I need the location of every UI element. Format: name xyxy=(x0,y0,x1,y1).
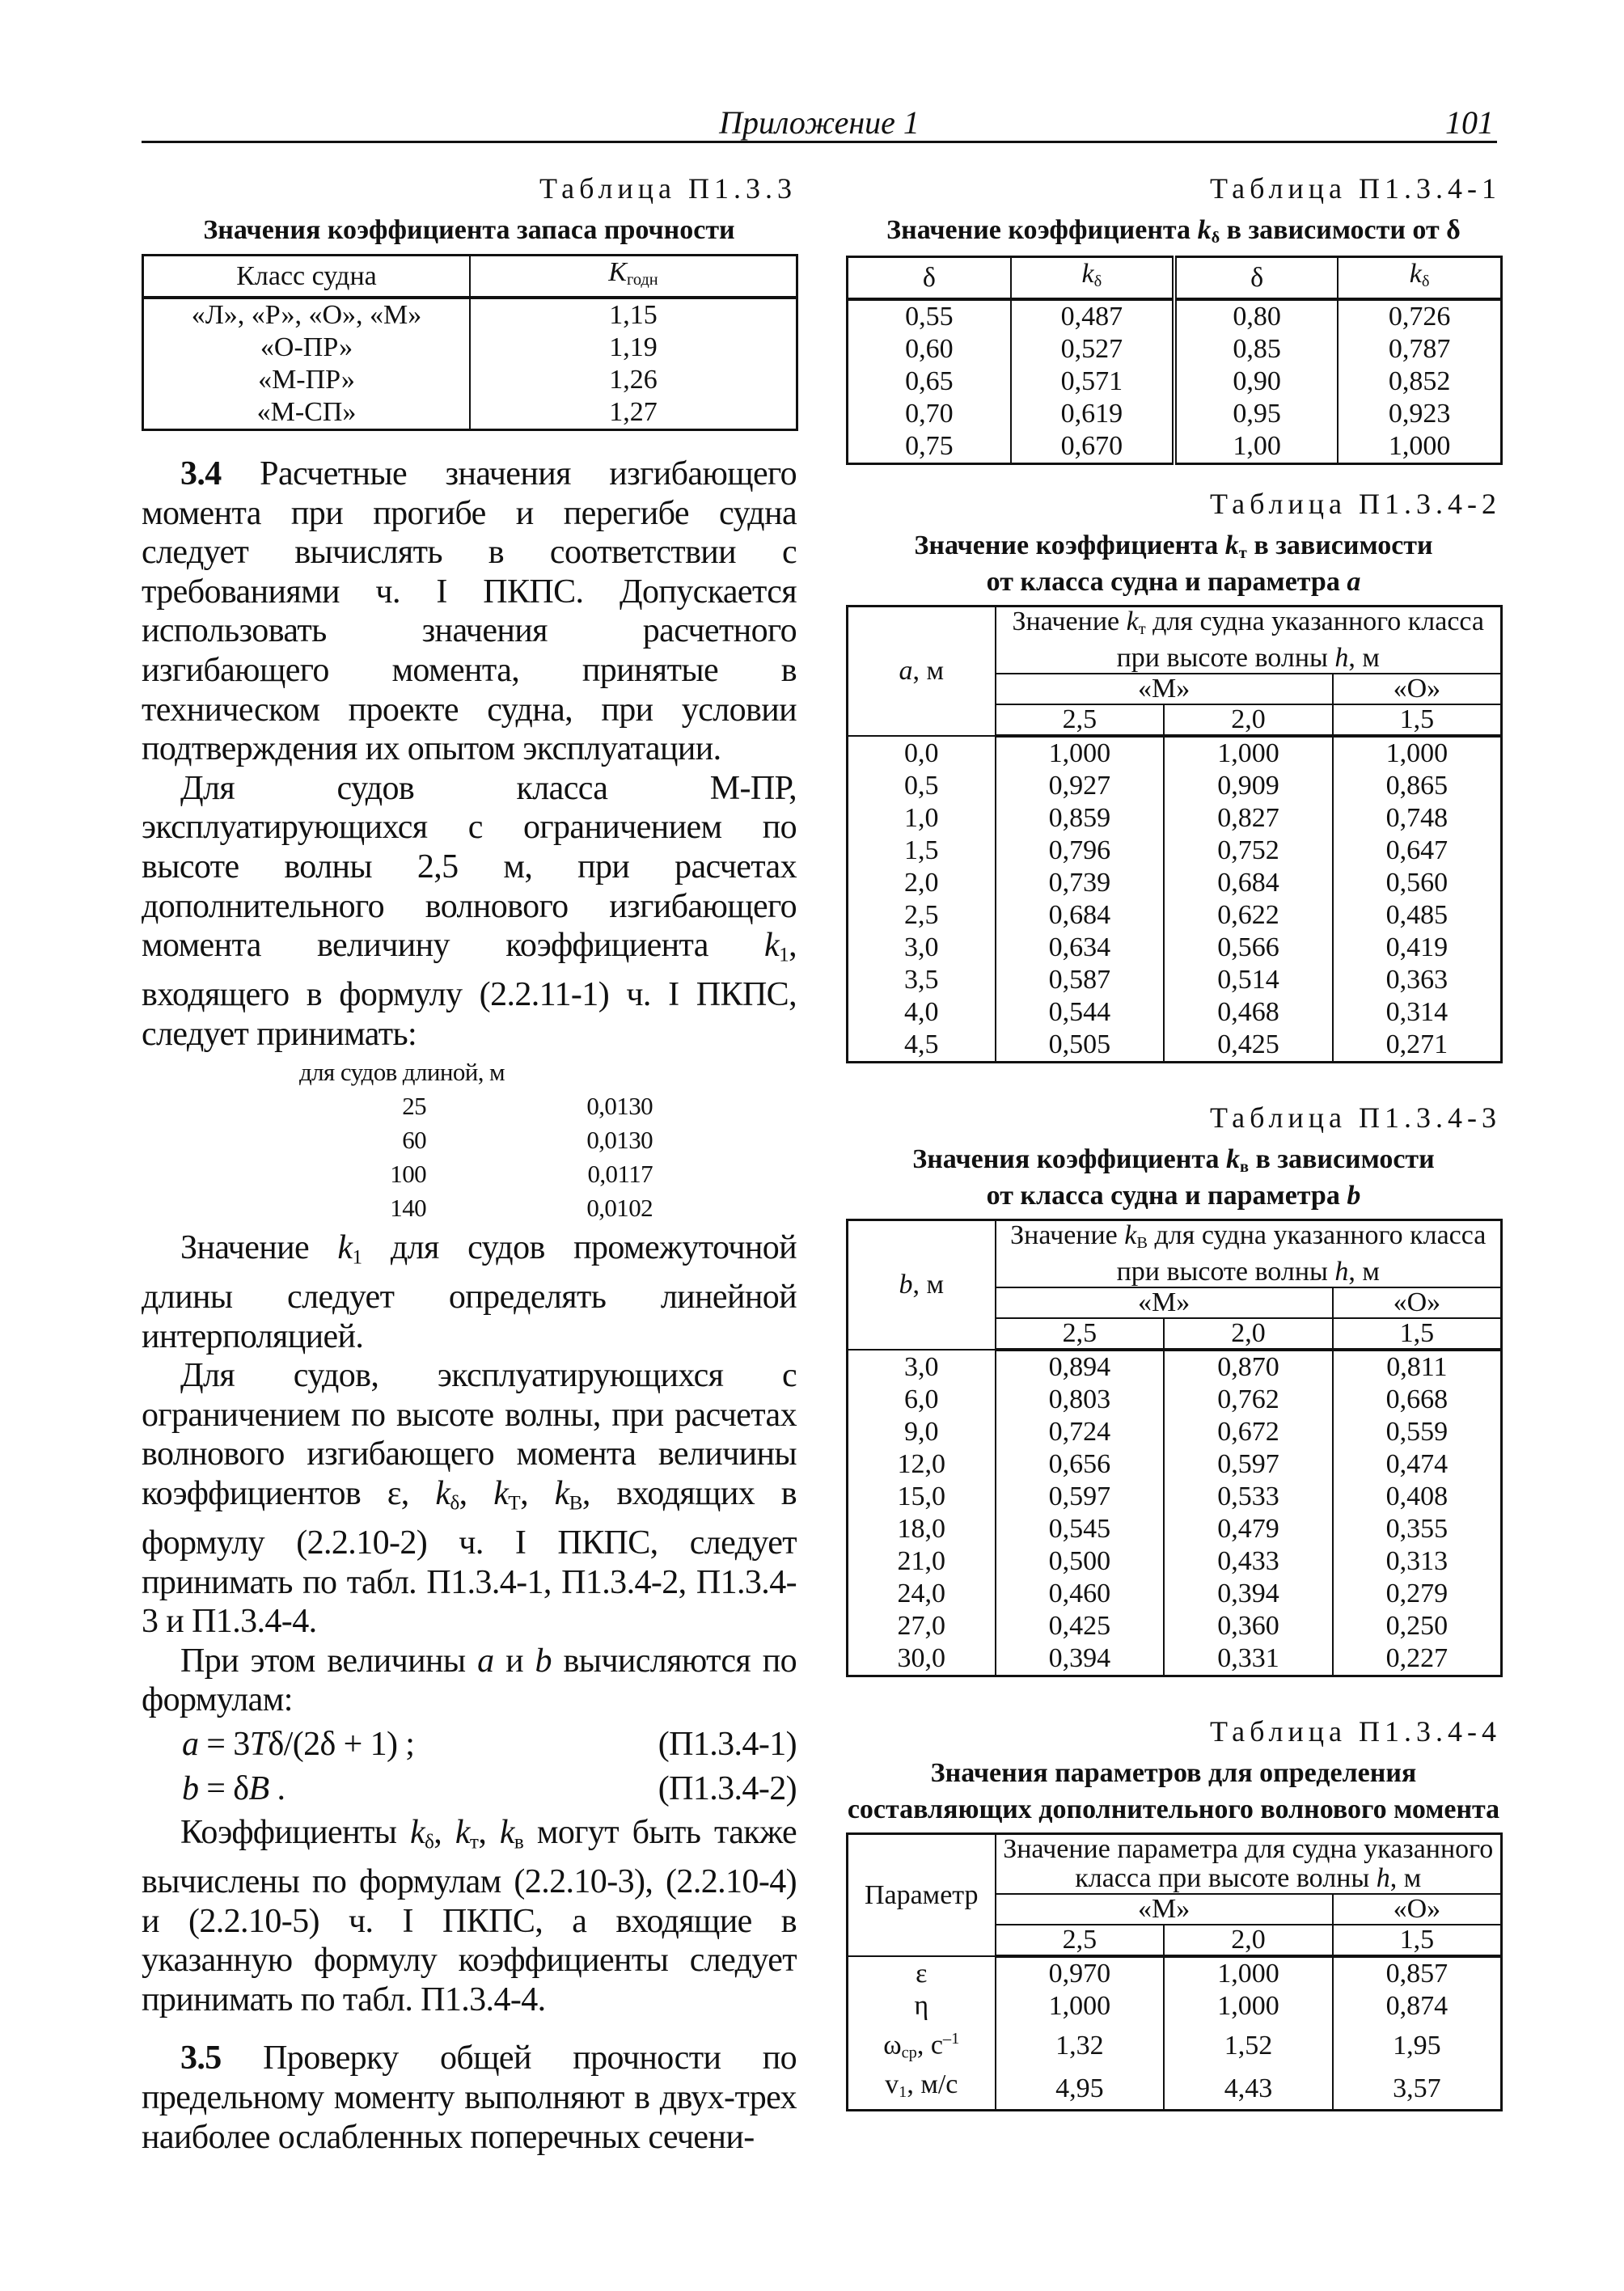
table-cell: «Л», «Р», «О», «М» xyxy=(143,298,471,332)
table-cell: 0,560 xyxy=(1333,867,1502,899)
table-row xyxy=(848,1578,1502,1610)
table-cell: 1,00 xyxy=(1174,430,1338,464)
k1-value: 0,0102 xyxy=(586,1194,653,1223)
paragraph-k1-intro: Для судов класса М-ПР, эксплуатирующихся с ограничением по высоте волны 2,5 м, при расчетах дополнительного волнового изгибающего момента величину коэффициента $k_1$, входящего в формулу (2.2.11-1) ч. I ПКПС, следует принимать: xyxy=(142,769,797,1053)
table-cell: 0,927 xyxy=(996,770,1165,802)
table-cell: 0,597 xyxy=(1164,1448,1333,1481)
table-body xyxy=(848,736,1502,1063)
table-row xyxy=(848,932,1502,964)
left-column-text xyxy=(142,454,797,2157)
table-cell: 0,857 xyxy=(1333,1956,1502,1990)
math-symbol: b xyxy=(182,1769,199,1807)
running-head-title: Приложение 1 xyxy=(719,104,920,141)
bold-number: 3.4 xyxy=(180,455,222,492)
ship-length: 25 xyxy=(402,1092,426,1121)
table-cell: 0,0 xyxy=(848,736,996,770)
k1-row xyxy=(142,1191,797,1225)
table-cell: 0,684 xyxy=(1164,867,1333,899)
table-cell: $\omega_{ср}$, $с^{-1}$ xyxy=(848,2023,996,2069)
table-4 xyxy=(846,1832,1503,2111)
col-header-k xyxy=(470,256,797,298)
class-header-m: «М» xyxy=(996,1287,1333,1318)
table-k-delta xyxy=(846,256,1503,465)
table-cell: 0,752 xyxy=(1164,835,1333,867)
table-cell: 0,60 xyxy=(848,333,1011,366)
table-cell: 0,527 xyxy=(1011,333,1174,366)
table-cell: 15,0 xyxy=(848,1481,996,1513)
table-row xyxy=(848,964,1502,996)
table-cell: 0,80 xyxy=(1174,299,1338,333)
paragraph-3-5: 3.5 Проверку общей прочности по предельному моменту выполняют в двух-трех наиболее ослабленных поперечных сечени- xyxy=(142,2039,797,2156)
table-cell: 0,672 xyxy=(1164,1416,1333,1448)
table-cell: 0,634 xyxy=(996,932,1165,964)
subscript: годн xyxy=(626,271,658,290)
table-cell: 0,811 xyxy=(1333,1350,1502,1384)
subscript: δ xyxy=(425,1831,434,1854)
k1-row xyxy=(142,1157,797,1191)
table-4-title-line2: составляющих дополнительного волнового момента xyxy=(847,1794,1500,1824)
table-row xyxy=(848,835,1502,867)
paragraph-coefficients: Для судов, эксплуатирующихся с ограничением по высоте волны, при расчетах волнового изгибающего момента величины коэффициентов ε, $k_\delta$, $k_Т$, $k_В$, входящих в формулу (2.2.10-2) ч. I ПКПС, следует принимать по табл. П1.3.4-1, П1.3.4-2, П1.3.4-3 и П1.3.4-4. xyxy=(142,1357,797,1641)
wave-height-header: 2,0 xyxy=(1164,704,1333,736)
k1-values-list xyxy=(142,1055,797,1225)
formula-a-number: (П1.3.4-1) xyxy=(658,1725,797,1763)
table-cell: 2,0 xyxy=(848,867,996,899)
table-cell: 0,566 xyxy=(1164,932,1333,964)
bold-number: 3.5 xyxy=(180,2039,222,2078)
table-cell: 1,52 xyxy=(1164,2023,1333,2069)
paragraph-k1-interpolation: Значение $k_1$ для судов промежуточной длины следует определять линейной интерполяцией. xyxy=(142,1229,797,1355)
table-cell: η xyxy=(848,1990,996,2023)
table-2-title-line2: от класса судна и параметра a xyxy=(986,567,1361,597)
table-cell: 0,533 xyxy=(1164,1481,1333,1513)
table-cell: 0,433 xyxy=(1164,1545,1333,1578)
table-row xyxy=(848,1350,1502,1384)
k1-list-caption: для судов длиной, м xyxy=(299,1058,505,1087)
k1-value: 0,0117 xyxy=(587,1160,653,1189)
formula-a-expression: a = 3Tδ/(2δ + 1) ; xyxy=(182,1725,415,1763)
table-4-title-line1: Значения параметров для определения xyxy=(930,1758,1417,1788)
table-cell: 0,726 xyxy=(1338,299,1501,333)
subscript: δ xyxy=(1421,273,1430,291)
table-cell: 1,27 xyxy=(470,396,797,430)
math-symbol: k xyxy=(409,1814,425,1852)
subscript: В xyxy=(1136,1234,1148,1253)
math-symbol: b xyxy=(535,1642,552,1680)
table-2-label: Таблица П1.3.4-2 xyxy=(1210,488,1501,520)
table-cell: 9,0 xyxy=(848,1416,996,1448)
table-p133 xyxy=(142,254,798,431)
math-symbol: k xyxy=(1225,1144,1240,1174)
table-cell: 0,95 xyxy=(1174,398,1338,430)
class-header-o: «О» xyxy=(1333,1894,1502,1925)
table-cell: $v_1$, м/с xyxy=(848,2069,996,2110)
table-row xyxy=(848,366,1502,398)
math-symbol: k xyxy=(1081,259,1094,289)
table-cell: 1,26 xyxy=(470,364,797,396)
col-header-k-delta xyxy=(1011,257,1174,300)
table-cell: 4,5 xyxy=(848,1029,996,1063)
math-symbol: b xyxy=(1347,1181,1361,1211)
table-cell: 0,909 xyxy=(1164,770,1333,802)
class-header-o: «О» xyxy=(1333,674,1502,704)
math-symbol: k xyxy=(1224,530,1239,560)
table-row xyxy=(848,899,1502,932)
ship-length: 100 xyxy=(390,1160,426,1189)
table-cell: 1,000 xyxy=(1338,430,1501,464)
table-cell: 0,724 xyxy=(996,1416,1165,1448)
table-row xyxy=(848,770,1502,802)
math-symbol: v xyxy=(885,2069,899,2100)
subscript: δ xyxy=(450,1492,459,1515)
subscript: δ xyxy=(1211,229,1220,247)
k1-row xyxy=(142,1089,797,1123)
wave-height-header: 2,5 xyxy=(996,1318,1165,1350)
row-header: b, м xyxy=(848,1220,996,1351)
superscript: –1 xyxy=(942,2030,960,2048)
table-cell: 0,75 xyxy=(848,430,1011,464)
table-cell: 0,894 xyxy=(996,1350,1165,1384)
table-3-title-line2: от класса судна и параметра b xyxy=(986,1181,1361,1211)
table-cell: 0,419 xyxy=(1333,932,1502,964)
col-header-delta-2: δ xyxy=(1174,257,1338,300)
table-cell: 0,796 xyxy=(996,835,1165,867)
subscript: В xyxy=(569,1492,582,1515)
k1-value: 0,0130 xyxy=(586,1092,653,1121)
subscript: в xyxy=(1239,1158,1249,1177)
math-symbol: k xyxy=(764,927,780,965)
subscript: Т xyxy=(508,1492,521,1515)
table-header xyxy=(848,1834,1502,1957)
table-cell: 0,425 xyxy=(996,1610,1165,1642)
table-row xyxy=(848,1448,1502,1481)
table-cell: 30,0 xyxy=(848,1642,996,1676)
table-cell: 1,000 xyxy=(1333,736,1502,770)
subscript: 1 xyxy=(779,944,789,966)
header-row xyxy=(848,1220,1502,1288)
table-header xyxy=(848,607,1502,737)
table-k-delta-body xyxy=(848,299,1502,464)
subscript: т xyxy=(1138,620,1146,639)
table-cell: 4,43 xyxy=(1164,2069,1333,2110)
table-cell: 1,32 xyxy=(996,2023,1165,2069)
subscript: в xyxy=(514,1831,524,1854)
table-row xyxy=(848,1481,1502,1513)
k1-row xyxy=(142,1123,797,1157)
table-row xyxy=(848,1545,1502,1578)
table-cell: 1,0 xyxy=(848,802,996,835)
table-cell: 0,544 xyxy=(996,996,1165,1029)
table-cell: 21,0 xyxy=(848,1545,996,1578)
table-row xyxy=(848,1029,1502,1063)
class-header-o: «О» xyxy=(1333,1287,1502,1318)
table-cell: 0,279 xyxy=(1333,1578,1502,1610)
math-symbol: a xyxy=(899,656,913,687)
subscript: ср xyxy=(901,2044,917,2062)
table-cell: 0,762 xyxy=(1164,1384,1333,1416)
col-header-delta: δ xyxy=(848,257,1011,300)
math-symbol: k xyxy=(1126,607,1139,636)
table-cell: 0,5 xyxy=(848,770,996,802)
table-cell: 0,355 xyxy=(1333,1513,1502,1545)
formula-b xyxy=(142,1769,797,1809)
table-cell: 0,485 xyxy=(1333,899,1502,932)
table-cell: 4,0 xyxy=(848,996,996,1029)
table-cell: 1,000 xyxy=(996,1990,1165,2023)
table-row xyxy=(848,299,1502,333)
ship-length: 140 xyxy=(390,1194,426,1223)
table-cell: 0,314 xyxy=(1333,996,1502,1029)
table-cell: 0,313 xyxy=(1333,1545,1502,1578)
math-symbol: T xyxy=(249,1725,269,1763)
table-cell: 0,514 xyxy=(1164,964,1333,996)
wave-height-header: 2,0 xyxy=(1164,1925,1333,1956)
math-symbol: a xyxy=(477,1642,494,1680)
wave-height-header: 2,5 xyxy=(996,1925,1165,1956)
wave-height-header: 1,5 xyxy=(1333,1925,1502,1956)
table-cell: 0,865 xyxy=(1333,770,1502,802)
table-cell: 0,587 xyxy=(996,964,1165,996)
table-cell: 1,000 xyxy=(996,736,1165,770)
table-cell: 0,787 xyxy=(1338,333,1501,366)
subscript: δ xyxy=(1093,273,1102,291)
class-header-m: «М» xyxy=(996,674,1333,704)
table-row xyxy=(848,1610,1502,1642)
math-symbol: k xyxy=(435,1475,450,1513)
paragraph-coefficients-formulas: Коэффициенты $k_\delta$, $k_т$, $k_в$ могут быть также вычислены по формулам (2.2.10-3), (2.2.10-4) и (2.2.10-5) ч. I ПКПС, а входящие в указанную формулу коэффициенты следует принимать по табл. П1.3.4-4. xyxy=(142,1814,797,2018)
math-symbol: h xyxy=(1334,1257,1349,1287)
table-cell: 0,505 xyxy=(996,1029,1165,1063)
table-row xyxy=(848,996,1502,1029)
table-row xyxy=(848,1990,1502,2023)
table-cell: 1,000 xyxy=(1164,736,1333,770)
table-cell: 0,874 xyxy=(1333,1990,1502,2023)
group-header: Значение $k_В$ для судна указанного класса при высоте волны h, м xyxy=(996,1220,1502,1288)
k1-value: 0,0130 xyxy=(586,1126,653,1155)
col-header-class: Класс судна xyxy=(143,256,471,298)
table-cell: 0,90 xyxy=(1174,366,1338,398)
group-header: Значение $k_т$ для судна указанного класса при высоте волны h, м xyxy=(996,607,1502,674)
table-cell: 0,408 xyxy=(1333,1481,1502,1513)
table-row xyxy=(848,802,1502,835)
table-cell: 0,559 xyxy=(1333,1416,1502,1448)
running-head xyxy=(142,104,1497,143)
table-row xyxy=(848,1416,1502,1448)
table-cell: 1,000 xyxy=(1164,1956,1333,1990)
table-1-title: Значение коэффициента $k_\delta$ в зависимости от δ xyxy=(886,215,1461,247)
table-cell: 0,684 xyxy=(996,899,1165,932)
wave-height-header: 2,5 xyxy=(996,704,1165,736)
subscript: 1 xyxy=(899,2083,907,2102)
table-cell: 3,57 xyxy=(1333,2069,1502,2110)
table-cell: 0,619 xyxy=(1011,398,1174,430)
table-2-title-line1: Значение коэффициента $k_т$ в зависимости xyxy=(914,530,1433,563)
table-cell: 0,803 xyxy=(996,1384,1165,1416)
table-cell: 0,70 xyxy=(848,398,1011,430)
table-row xyxy=(143,396,797,430)
table-cell: 0,597 xyxy=(996,1481,1165,1513)
math-symbol: k xyxy=(554,1475,569,1513)
table-cell: 1,5 xyxy=(848,835,996,867)
table-cell: 24,0 xyxy=(848,1578,996,1610)
table-cell: 2,5 xyxy=(848,899,996,932)
table-cell: «М-СП» xyxy=(143,396,471,430)
table-row xyxy=(848,2023,1502,2069)
table-cell: 0,739 xyxy=(996,867,1165,899)
table-row xyxy=(848,1384,1502,1416)
table-cell: 1,19 xyxy=(470,332,797,364)
table-row xyxy=(143,364,797,396)
math-symbol: b xyxy=(899,1270,913,1300)
table-3-label: Таблица П1.3.4-3 xyxy=(1210,1101,1501,1134)
table-header xyxy=(848,1220,1502,1351)
table-3-title-line1: Значения коэффициента $k_в$ в зависимости xyxy=(912,1144,1435,1177)
table-cell: 0,571 xyxy=(1011,366,1174,398)
table-4-label: Таблица П1.3.4-4 xyxy=(1210,1715,1501,1748)
table-row xyxy=(848,1513,1502,1545)
table-cell: 0,545 xyxy=(996,1513,1165,1545)
math-symbol: k xyxy=(499,1814,514,1852)
table-row xyxy=(143,298,797,332)
table-cell: «М-ПР» xyxy=(143,364,471,396)
math-symbol: a xyxy=(1347,567,1361,597)
table-cell: 6,0 xyxy=(848,1384,996,1416)
table-1-label: Таблица П1.3.4-1 xyxy=(1210,172,1501,205)
math-symbol: k xyxy=(1197,215,1212,245)
table-cell: 0,394 xyxy=(996,1642,1165,1676)
table-body xyxy=(848,1956,1502,2110)
subscript: т xyxy=(469,1831,479,1854)
math-symbol: k xyxy=(455,1814,470,1852)
table-cell: 0,360 xyxy=(1164,1610,1333,1642)
math-symbol: ω xyxy=(883,2030,902,2061)
table-row xyxy=(848,430,1502,464)
row-header: Параметр xyxy=(848,1834,996,1957)
table-row xyxy=(848,2069,1502,2110)
wave-height-header: 1,5 xyxy=(1333,1318,1502,1350)
formula-b-number: (П1.3.4-2) xyxy=(658,1769,797,1807)
table-cell: 3,0 xyxy=(848,1350,996,1384)
table-cell: ε xyxy=(848,1956,996,1990)
table-row xyxy=(848,1642,1502,1676)
subscript: 1 xyxy=(352,1246,362,1269)
table-cell: 0,622 xyxy=(1164,899,1333,932)
table-cell: 1,15 xyxy=(470,298,797,332)
math-symbol: B xyxy=(248,1769,269,1807)
table-p133-body xyxy=(143,298,797,430)
page-number: 101 xyxy=(1445,104,1494,141)
formula-b-expression: b = δB . xyxy=(182,1769,285,1807)
table-cell: 0,460 xyxy=(996,1578,1165,1610)
header-row xyxy=(848,1834,1502,1895)
math-symbol: k xyxy=(1124,1220,1137,1250)
row-header: a, м xyxy=(848,607,996,737)
table-cell: 18,0 xyxy=(848,1513,996,1545)
table-cell: 0,55 xyxy=(848,299,1011,333)
table-cell: 0,827 xyxy=(1164,802,1333,835)
table-cell: 0,468 xyxy=(1164,996,1333,1029)
table-cell: 0,394 xyxy=(1164,1578,1333,1610)
table-cell: 0,250 xyxy=(1333,1610,1502,1642)
math-symbol: K xyxy=(608,257,627,287)
table-p133-label: Таблица П1.3.3 xyxy=(539,172,797,205)
table-cell: 0,363 xyxy=(1333,964,1502,996)
table-row xyxy=(143,332,797,364)
table-cell: 1,95 xyxy=(1333,2023,1502,2069)
table-cell: 0,425 xyxy=(1164,1029,1333,1063)
table-cell: 0,65 xyxy=(848,366,1011,398)
table-row xyxy=(848,736,1502,770)
table-cell: 0,852 xyxy=(1338,366,1501,398)
header-row xyxy=(848,607,1502,674)
table-cell: 1,000 xyxy=(1164,1990,1333,2023)
table-cell: «О-ПР» xyxy=(143,332,471,364)
table-cell: 3,0 xyxy=(848,932,996,964)
group-header: Значение параметра для судна указанного класса при высоте волны h, м xyxy=(996,1834,1502,1895)
subscript: т xyxy=(1238,544,1247,563)
table-cell: 0,748 xyxy=(1333,802,1502,835)
ship-length: 60 xyxy=(402,1126,426,1155)
table-cell: 0,870 xyxy=(1164,1350,1333,1384)
table-cell: 0,668 xyxy=(1333,1384,1502,1416)
math-symbol: h xyxy=(1334,643,1349,674)
table-row xyxy=(848,398,1502,430)
table-cell: 0,479 xyxy=(1164,1513,1333,1545)
paragraph-formulas-intro: При этом величины a и b вычисляются по формулам: xyxy=(142,1642,797,1719)
table-cell: 0,647 xyxy=(1333,835,1502,867)
table-cell: 0,227 xyxy=(1333,1642,1502,1676)
table-cell: 12,0 xyxy=(848,1448,996,1481)
math-symbol: k xyxy=(493,1475,509,1513)
table-cell: 0,331 xyxy=(1164,1642,1333,1676)
table-row xyxy=(848,867,1502,899)
class-header-m: «М» xyxy=(996,1894,1333,1925)
table-cell: 0,656 xyxy=(996,1448,1165,1481)
table-cell: 0,487 xyxy=(1011,299,1174,333)
table-cell: 0,970 xyxy=(996,1956,1165,1990)
col-header-k-delta-2 xyxy=(1338,257,1501,300)
math-symbol: a xyxy=(182,1725,199,1763)
table-cell: 0,859 xyxy=(996,802,1165,835)
table-cell: 3,5 xyxy=(848,964,996,996)
math-symbol: k xyxy=(337,1229,353,1267)
table-row xyxy=(848,333,1502,366)
table-cell: 0,500 xyxy=(996,1545,1165,1578)
table-row xyxy=(848,1956,1502,1990)
wave-height-header: 2,0 xyxy=(1164,1318,1333,1350)
paragraph-3-4: 3.4 Расчетные значения изгибающего момента при прогибе и перегибе судна следует вычислять в соответствии с требованиями ч. I ПКПС. Допускается использовать значения расчетного изгибающего момента, принятые в техническом проекте судна, при условии подтверждения их опытом эксплуатации. xyxy=(142,455,797,768)
math-symbol: k xyxy=(1409,259,1422,289)
math-symbol: h xyxy=(1376,1863,1390,1893)
table-cell: 27,0 xyxy=(848,1610,996,1642)
table-cell: 0,474 xyxy=(1333,1448,1502,1481)
table-cell: 4,95 xyxy=(996,2069,1165,2110)
table-cell: 0,670 xyxy=(1011,430,1174,464)
wave-height-header: 1,5 xyxy=(1333,704,1502,736)
table-cell: 0,85 xyxy=(1174,333,1338,366)
table-2 xyxy=(846,605,1503,1063)
table-p133-title: Значения коэффициента запаса прочности xyxy=(203,215,735,245)
table-3 xyxy=(846,1219,1503,1677)
table-body xyxy=(848,1350,1502,1676)
formula-a xyxy=(142,1725,797,1765)
table-cell: 0,271 xyxy=(1333,1029,1502,1063)
table-cell: 0,923 xyxy=(1338,398,1501,430)
